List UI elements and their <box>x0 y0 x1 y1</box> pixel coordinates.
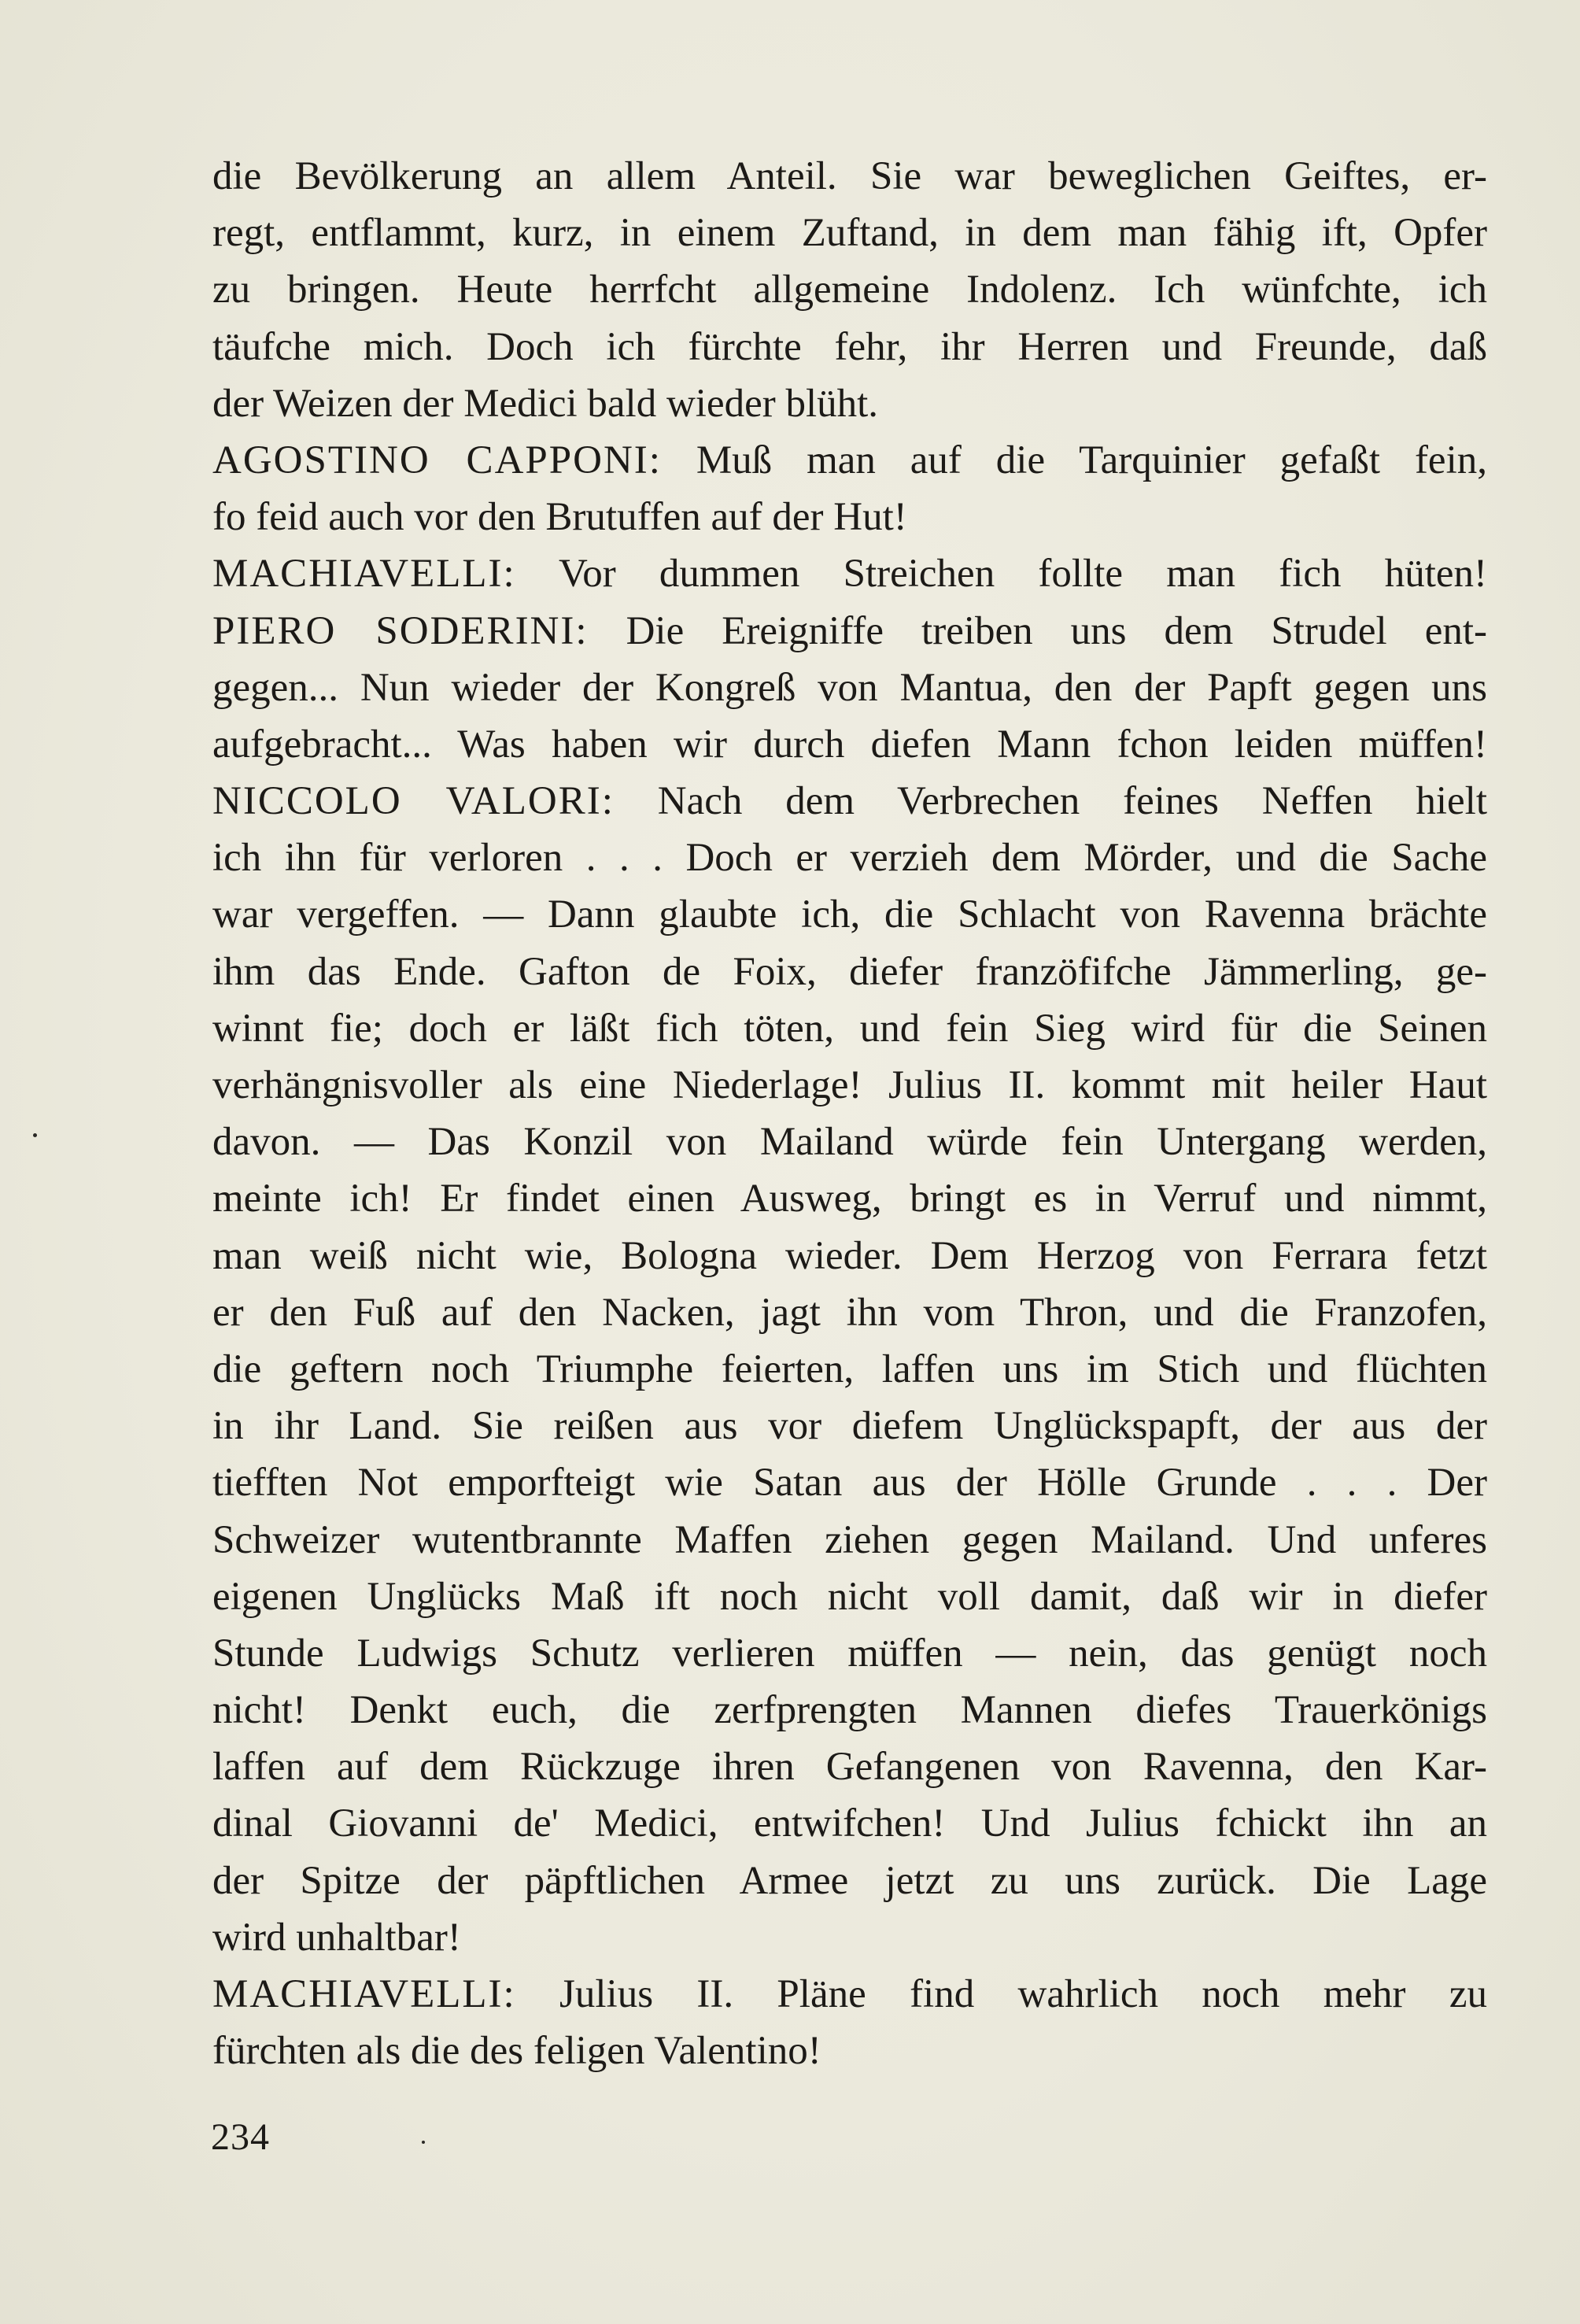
line-text: der Weizen der Medici bald wieder blüht. <box>212 381 879 426</box>
text-line <box>212 1057 1487 1114</box>
line-text: laffen auf dem Rückzuge ihren Gefangenen von Ravenna, den Kar- <box>212 1745 1487 1790</box>
speaker-name: MACHIAVELLI: <box>212 552 516 597</box>
text-line <box>212 319 1487 375</box>
text-line <box>212 2023 1487 2079</box>
text-line <box>212 489 1487 545</box>
text-line <box>212 660 1487 716</box>
line-text: täufche mich. Doch ich fürchte fehr, ihr Herren und Freunde, daß <box>212 324 1487 369</box>
paper-speck <box>33 1133 37 1137</box>
text-line <box>212 1738 1487 1795</box>
text-line <box>212 1625 1487 1682</box>
line-text: Nach dem Verbrechen feines Neffen hielt <box>614 779 1487 824</box>
line-text: Julius II. Pläne find wahrlich noch mehr zu <box>515 1972 1487 2016</box>
line-text: ich ihn für verloren . . . Doch er verzieh dem Mörder, und die Sache <box>212 836 1487 881</box>
text-line <box>212 1853 1487 1909</box>
text-line <box>212 375 1487 432</box>
line-text: Die Ereigniffe treiben uns dem Strudel ent- <box>588 608 1487 653</box>
line-text: in ihr Land. Sie reißen aus vor diefem Unglückspapft, der aus der <box>212 1404 1487 1449</box>
text-line <box>212 148 1487 205</box>
line-text: die Bevölkerung an allem Anteil. Sie war beweglichen Geiftes, er- <box>212 154 1487 198</box>
line-text: winnt fie; doch er läßt fich töten, und fein Sieg wird für die Seinen <box>212 1006 1487 1051</box>
line-text: der Spitze der päpftlichen Armee jetzt zu uns zurück. Die Lage <box>212 1858 1487 1903</box>
line-text: fo feid auch vor den Brutuffen auf der Hut! <box>212 495 907 540</box>
text-line <box>212 1682 1487 1738</box>
text-line <box>212 1284 1487 1341</box>
text-line <box>212 1398 1487 1454</box>
line-text: Stunde Ludwigs Schutz verlieren müffen — nein, das genügt noch <box>212 1631 1487 1676</box>
text-line <box>212 773 1487 829</box>
line-text: dinal Giovanni de' Medici, entwifchen! Und Julius fchickt ihn an <box>212 1801 1487 1846</box>
line-text: meinte ich! Er findet einen Ausweg, bringt es in Verruf und nimmt, <box>212 1177 1487 1221</box>
text-line <box>212 1228 1487 1284</box>
line-text: die geftern noch Triumphe feierten, laffen uns im Stich und flüchten <box>212 1347 1487 1391</box>
page-number: 234 <box>211 2116 270 2158</box>
text-line <box>212 1454 1487 1511</box>
text-line <box>212 432 1487 489</box>
line-text: fürchten als die des feligen Valentino! <box>212 2029 821 2074</box>
line-text: ihm das Ende. Gafton de Foix, diefer franzöfifche Jämmerling, ge- <box>212 949 1487 994</box>
text-line <box>212 1966 1487 2023</box>
line-text: wird unhaltbar! <box>212 1915 461 1960</box>
text-line <box>212 1114 1487 1170</box>
line-text: war vergeffen. — Dann glaubte ich, die Schlacht von Ravenna brächte <box>212 892 1487 937</box>
line-text: tiefften Not emporfteigt wie Satan aus der Hölle Grunde . . . Der <box>212 1461 1487 1506</box>
text-line <box>212 1795 1487 1852</box>
line-text: verhängnisvoller als eine Niederlage! Julius II. kommt mit heiler Haut <box>212 1063 1487 1107</box>
text-line <box>212 1170 1487 1227</box>
text-line <box>212 886 1487 943</box>
line-text: aufgebracht... Was haben wir durch diefen Mann fchon leiden müffen! <box>212 722 1487 767</box>
text-line <box>212 944 1487 1000</box>
text-line <box>212 829 1487 886</box>
text-line <box>212 1000 1487 1057</box>
text-line <box>212 1341 1487 1398</box>
text-line <box>212 1568 1487 1625</box>
line-text: eigenen Unglücks Maß ift noch nicht voll damit, daß wir in diefer <box>212 1574 1487 1619</box>
text-line <box>212 205 1487 261</box>
line-text: gegen... Nun wieder der Kongreß von Mantua, den der Papft gegen uns <box>212 665 1487 710</box>
line-text: regt, entflammt, kurz, in einem Zuftand, in dem man fähig ift, Opfer <box>212 211 1487 256</box>
speaker-name: PIERO SODERINI: <box>212 608 589 653</box>
line-text: davon. — Das Konzil von Mailand würde fein Untergang werden, <box>212 1120 1487 1165</box>
line-text: Schweizer wutentbrannte Maffen ziehen gegen Mailand. Und unferes <box>212 1517 1487 1562</box>
paper-speck <box>422 2141 425 2144</box>
text-line <box>212 716 1487 773</box>
text-line <box>212 545 1487 602</box>
line-text: nicht! Denkt euch, die zerfprengten Mannen diefes Trauerkönigs <box>212 1688 1487 1733</box>
line-text: er den Fuß auf den Nacken, jagt ihn vom Thron, und die Franzofen, <box>212 1290 1487 1335</box>
text-line <box>212 1512 1487 1568</box>
text-line <box>212 261 1487 318</box>
line-text: man weiß nicht wie, Bologna wieder. Dem Herzog von Ferrara fetzt <box>212 1233 1487 1278</box>
dialogue-text <box>212 148 1487 2079</box>
speaker-name: MACHIAVELLI: <box>212 1972 516 2016</box>
speaker-name: AGOSTINO CAPPONI: <box>212 438 662 482</box>
speaker-name: NICCOLO VALORI: <box>212 779 615 824</box>
line-text: Vor dummen Streichen follte man fich hüten! <box>515 552 1487 597</box>
line-text: Muß man auf die Tarquinier gefaßt fein, <box>661 438 1487 482</box>
text-line <box>212 1909 1487 1966</box>
text-line <box>212 603 1487 660</box>
line-text: zu bringen. Heute herrfcht allgemeine Indolenz. Ich wünfchte, ich <box>212 268 1487 312</box>
